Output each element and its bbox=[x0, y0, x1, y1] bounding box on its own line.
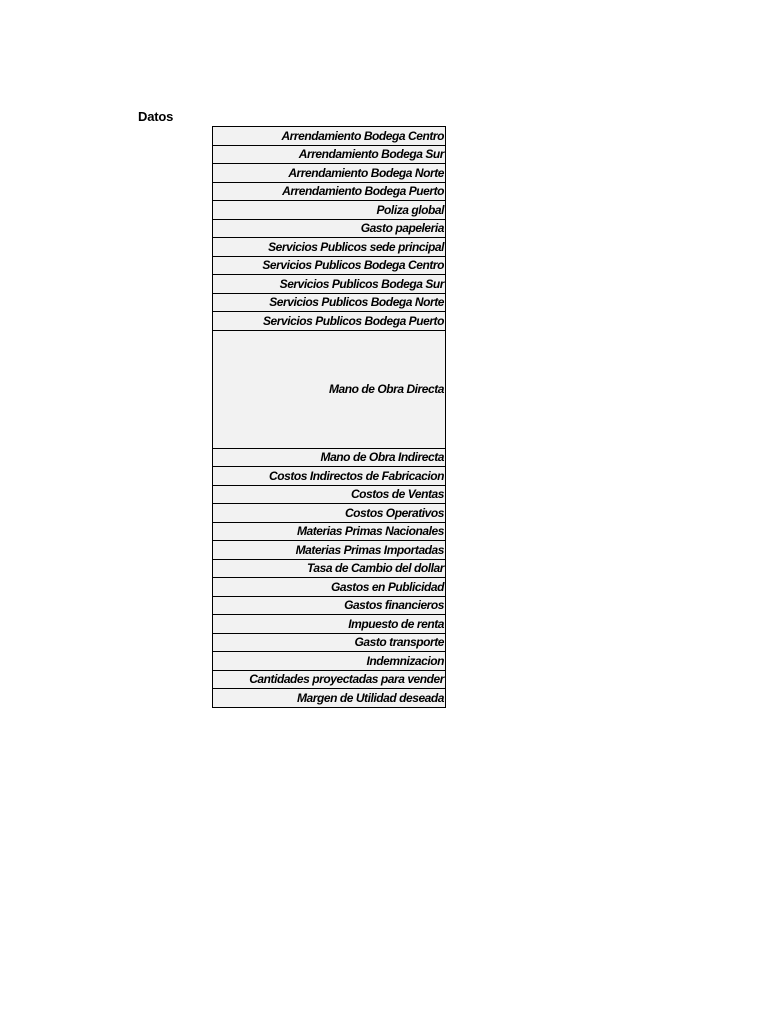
table-row bbox=[213, 652, 446, 671]
table-row bbox=[213, 219, 446, 238]
table-cell-materias-primas-importadas[interactable]: Materias Primas Importadas bbox=[213, 541, 446, 560]
table-row bbox=[213, 467, 446, 486]
table-row bbox=[213, 670, 446, 689]
table-row bbox=[213, 633, 446, 652]
table-row bbox=[213, 256, 446, 275]
table-cell-servicios-publicos-bodega-norte[interactable]: Servicios Publicos Bodega Norte bbox=[213, 293, 446, 312]
table-row bbox=[213, 541, 446, 560]
table-row bbox=[213, 238, 446, 257]
table-row bbox=[213, 578, 446, 597]
table-row bbox=[213, 145, 446, 164]
table-row bbox=[213, 201, 446, 220]
table-row bbox=[213, 275, 446, 294]
table-cell-costos-de-ventas[interactable]: Costos de Ventas bbox=[213, 485, 446, 504]
table-cell-arrendamiento-bodega-sur[interactable]: Arrendamiento Bodega Sur bbox=[213, 145, 446, 164]
table-cell-arrendamiento-bodega-centro[interactable]: Arrendamiento Bodega Centro bbox=[213, 127, 446, 146]
table-row bbox=[213, 448, 446, 467]
table-row bbox=[213, 330, 446, 448]
table-cell-servicios-publicos-sede-principal[interactable]: Servicios Publicos sede principal bbox=[213, 238, 446, 257]
table-row bbox=[213, 293, 446, 312]
table-row bbox=[213, 485, 446, 504]
table-row bbox=[213, 522, 446, 541]
page-title: Datos bbox=[138, 109, 174, 124]
table-row bbox=[213, 615, 446, 634]
table-cell-costos-indirectos-de-fabricacion[interactable]: Costos Indirectos de Fabricacion bbox=[213, 467, 446, 486]
table-cell-gastos-en-publicidad[interactable]: Gastos en Publicidad bbox=[213, 578, 446, 597]
table-cell-gasto-papeleria[interactable]: Gasto papeleria bbox=[213, 219, 446, 238]
table-cell-mano-de-obra-directa[interactable]: Mano de Obra Directa bbox=[213, 330, 446, 448]
table-cell-gasto-transporte[interactable]: Gasto transporte bbox=[213, 633, 446, 652]
table-cell-tasa-de-cambio-del-dollar[interactable]: Tasa de Cambio del dollar bbox=[213, 559, 446, 578]
table-row bbox=[213, 182, 446, 201]
table-row bbox=[213, 559, 446, 578]
table-cell-margen-de-utilidad-deseada[interactable]: Margen de Utilidad deseada bbox=[213, 689, 446, 708]
table-cell-impuesto-de-renta[interactable]: Impuesto de renta bbox=[213, 615, 446, 634]
table-cell-mano-de-obra-indirecta[interactable]: Mano de Obra Indirecta bbox=[213, 448, 446, 467]
table-cell-costos-operativos[interactable]: Costos Operativos bbox=[213, 504, 446, 523]
table-row bbox=[213, 164, 446, 183]
table-row bbox=[213, 127, 446, 146]
table-cell-gastos-financieros[interactable]: Gastos financieros bbox=[213, 596, 446, 615]
table-row bbox=[213, 596, 446, 615]
table-cell-indemnizacion[interactable]: Indemnizacion bbox=[213, 652, 446, 671]
table-row bbox=[213, 689, 446, 708]
table-row bbox=[213, 312, 446, 331]
table-cell-poliza-global[interactable]: Poliza global bbox=[213, 201, 446, 220]
data-table bbox=[212, 126, 446, 708]
table-row bbox=[213, 504, 446, 523]
table-cell-cantidades-proyectadas-para-vender[interactable]: Cantidades proyectadas para vender bbox=[213, 670, 446, 689]
table-cell-servicios-publicos-bodega-sur[interactable]: Servicios Publicos Bodega Sur bbox=[213, 275, 446, 294]
table-cell-arrendamiento-bodega-norte[interactable]: Arrendamiento Bodega Norte bbox=[213, 164, 446, 183]
table-cell-arrendamiento-bodega-puerto[interactable]: Arrendamiento Bodega Puerto bbox=[213, 182, 446, 201]
table-cell-materias-primas-nacionales[interactable]: Materias Primas Nacionales bbox=[213, 522, 446, 541]
table-cell-servicios-publicos-bodega-puerto[interactable]: Servicios Publicos Bodega Puerto bbox=[213, 312, 446, 331]
table-cell-servicios-publicos-bodega-centro[interactable]: Servicios Publicos Bodega Centro bbox=[213, 256, 446, 275]
